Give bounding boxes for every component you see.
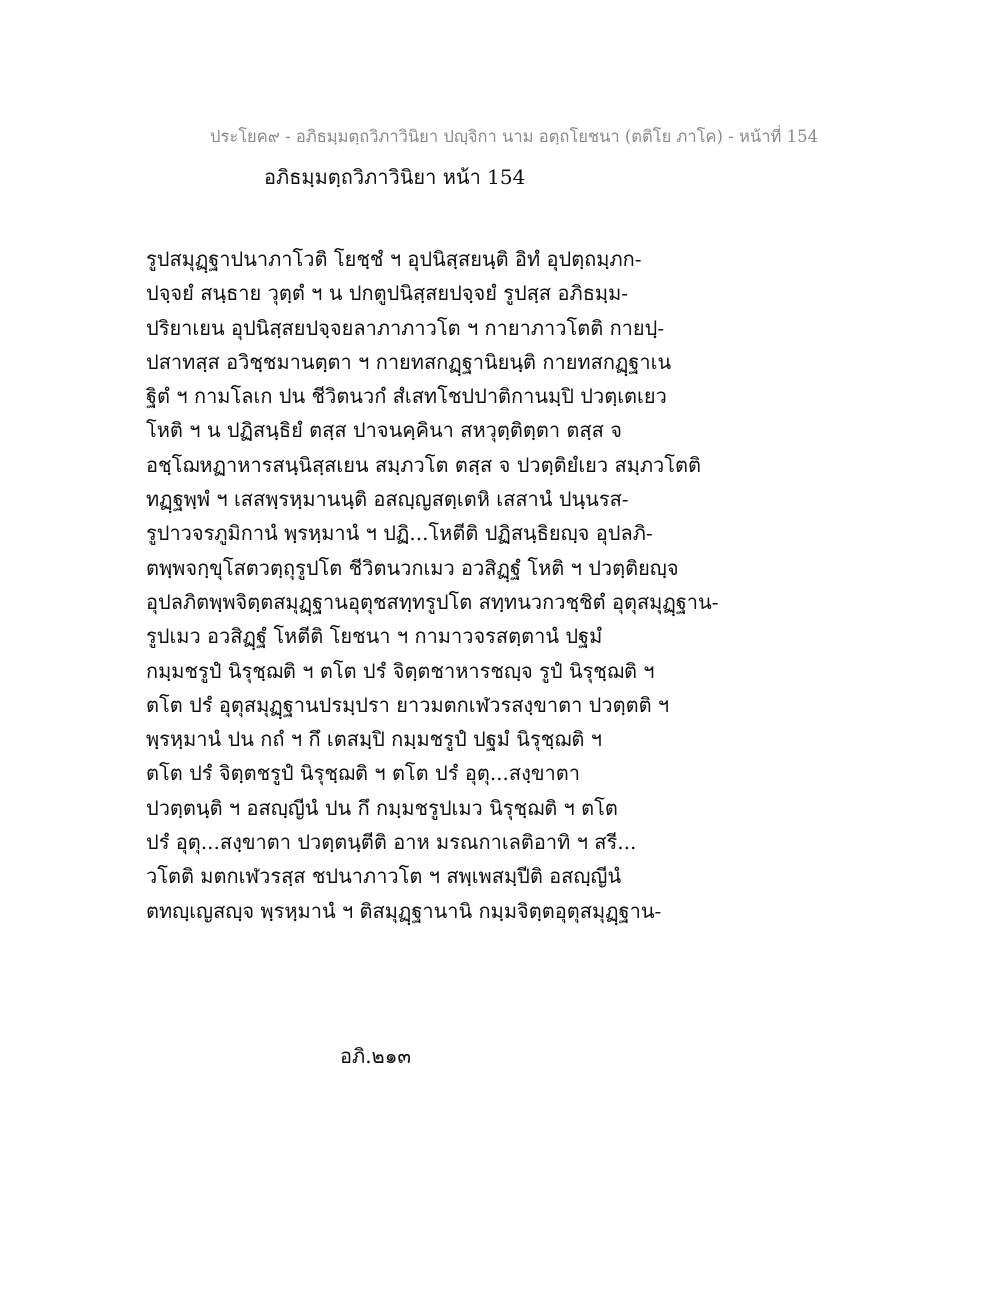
text-line: ตโต ปรํ อุตุสมุฏฺฐานปรมฺปรา ยาวมตกเฬวรสงฺขาตา ปวตฺตติ ฯ [146, 692, 670, 717]
text-line: อชฺโฌหฏาหารสนฺนิสฺสเยน สมฺภวโต ตสฺส จ ปวตฺติยํเยว สมฺภวโตติ [146, 452, 701, 477]
text-line: ปรํ อุตุ...สงฺขาตา ปวตฺตนฺตีติ อาห มรณกาเลติอาทิ ฯ สรี... [146, 830, 637, 855]
text-line: กมฺมชรูปํ นิรุชฺฌติ ฯ ตโต ปรํ จิตฺตชาหารชญฺจ รูปํ นิรุชฺฌติ ฯ [146, 658, 655, 683]
body-text [146, 242, 866, 928]
text-line: รูปาวจรภูมิกานํ พฺรหฺมานํ ฯ ปฏิ...โหตีติ ปฏิสนฺธิยญฺจ อุปลภิ- [146, 521, 653, 546]
text-line: ตทญฺเญสญฺจ พฺรหฺมานํ ฯ ติสมุฏฺฐานานิ กมฺมจิตฺตอุตุสมุฏฺฐาน- [146, 898, 662, 923]
text-line: ปวตฺตนฺติ ฯ อสญฺญีนํ ปน กึ กมฺมชรูปเมว นิรุชฺฌติ ฯ ตโต [146, 795, 618, 820]
text-line: ทฏฺฐพฺพํ ฯ เสสพฺรหฺมานนฺติ อสญฺญสตฺเตหิ เสสานํ ปนฺนรส- [146, 487, 629, 512]
page-heading: อภิธมฺมตฺถวิภาวินิยา หน้า 154 [264, 165, 526, 189]
text-line: ปสาทสฺส อวิชฺชมานตฺตา ฯ กายทสกฏฺฐานิยนฺติ กายทสกฏฺฐาเน [146, 349, 672, 374]
text-line: ฐิตํ ฯ กามโลเก ปน ชีวิตนวกํ สํเสทโชปปาติกานมฺปิ ปวตฺเตเยว [146, 384, 667, 409]
running-header: ประโยค๙ - อภิธมฺมตฺถวิภาวินิยา ปญฺจิกา นาม อตฺถโยชนา (ตติโย ภาโค) - หน้าที่ 154 [210, 127, 819, 146]
text-line: พฺรหฺมานํ ปน กถํ ฯ กึ เตสมฺปิ กมฺมชรูปํ ปฐมํ นิรุชฺฌติ ฯ [146, 727, 602, 752]
text-line: ตพฺพจกฺขุโสตวตฺถุรูปโต ชีวิตนวกเมว อวสิฏฺฐํ โหติ ฯ ปวตฺติยญฺจ [146, 555, 679, 580]
text-line: ปริยาเยน อุปนิสฺสยปจฺจยลาภาภาวโต ฯ กายาภาวโตติ กายปฺ- [146, 315, 665, 340]
text-line: รูปเมว อวสิฏฺฐํ โหตีติ โยชนา ฯ กามาวจรสตฺตานํ ปฐมํ [146, 624, 603, 649]
page-footer: อภิ.๒๑๓ [340, 1044, 412, 1068]
text-line: รูปสมุฏฺฐาปนาภาโวติ โยชฺชํ ฯ อุปนิสฺสยนฺติ อิทํ อุปตฺถมฺภก- [146, 247, 642, 271]
text-line: วโตติ มตกเฬวรสฺส ชปนาภาวโต ฯ สพฺเพสมฺปีติ อสญฺญีนํ [146, 864, 622, 889]
text-line: ปจฺจยํ สนฺธาย วุตฺตํ ฯ น ปกตูปนิสฺสยปจฺจยํ รูปสฺส อภิธมฺม- [146, 281, 629, 306]
text-line: อุปลภิตพฺพจิตฺตสมุฏฺฐานอุตุชสทฺทรูปโต สทฺทนวกวชฺชิตํ อุตุสมุฏฺฐาน- [146, 589, 719, 614]
text-line: ตโต ปรํ จิตฺตชรูปํ นิรุชฺฌติ ฯ ตโต ปรํ อุตุ...สงฺขาตา [146, 761, 580, 786]
text-line: โหติ ฯ น ปฏิสนฺธิยํ ตสฺส ปาจนคฺคินา สหวุตฺติตฺตา ตสฺส จ [146, 418, 622, 443]
